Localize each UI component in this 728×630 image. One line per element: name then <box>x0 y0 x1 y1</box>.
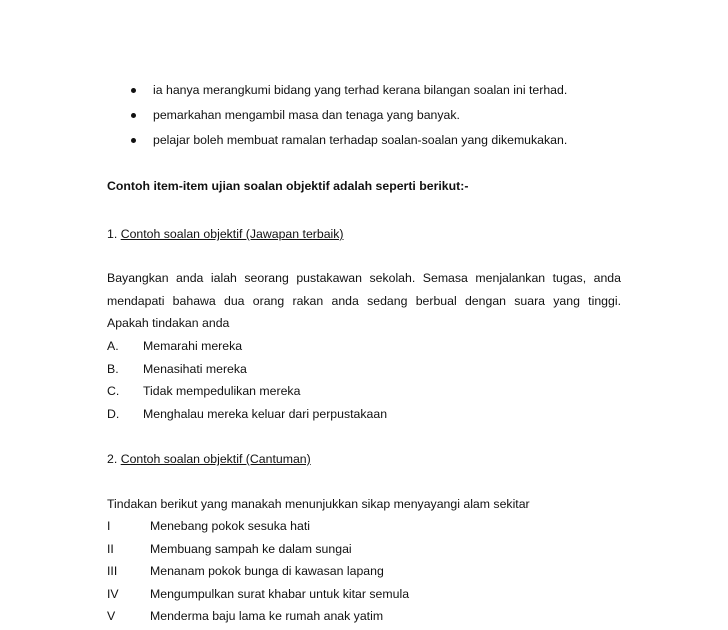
question-1-line: Apakah tindakan anda <box>107 316 230 330</box>
roman-item-text: Mengumpulkan surat khabar untuk kitar semula <box>150 587 410 601</box>
roman-numeral: IV <box>107 587 119 601</box>
bullet-item: ia hanya merangkumi bidang yang terhad kerana bilangan soalan ini terhad. <box>153 83 568 97</box>
roman-item-text: Membuang sampah ke dalam sungai <box>150 542 352 556</box>
option-letter: A. <box>107 339 119 353</box>
roman-numeral: I <box>107 519 111 533</box>
roman-item-text: Menderma baju lama ke rumah anak yatim <box>150 609 384 623</box>
question-2-intro: Tindakan berikut yang manakah menunjukkan sikap menyayangi alam sekitar <box>107 497 530 511</box>
option-text: Memarahi mereka <box>143 339 243 353</box>
section-heading: Contoh item-item ujian soalan objektif adalah seperti berikut:- <box>107 179 469 193</box>
section-2-number: 2. <box>107 452 118 466</box>
bullet-dot <box>131 138 136 143</box>
question-1-line: mendapati bahawa dua orang rakan anda sedang berbual dengan suara yang tinggi. <box>107 294 621 308</box>
bullet-dot <box>131 113 136 118</box>
section-2-title: Contoh soalan objektif (Cantuman) <box>120 452 311 466</box>
section-2-title-line <box>107 452 311 467</box>
roman-numeral: II <box>107 542 114 556</box>
bullet-dot <box>131 88 136 93</box>
option-letter: B. <box>107 362 119 376</box>
roman-item-text: Menanam pokok bunga di kawasan lapang <box>150 564 384 578</box>
option-letter: C. <box>107 384 120 398</box>
section-1-title-line <box>107 227 344 242</box>
question-1-line: Bayangkan anda ialah seorang pustakawan sekolah. Semasa menjalankan tugas, anda <box>107 271 621 285</box>
option-text: Menghalau mereka keluar dari perpustakaan <box>143 407 388 421</box>
roman-item-text: Menebang pokok sesuka hati <box>150 519 310 533</box>
section-1-title: Contoh soalan objektif (Jawapan terbaik) <box>120 227 344 241</box>
option-letter: D. <box>107 407 120 421</box>
roman-numeral: III <box>107 564 118 578</box>
option-text: Menasihati mereka <box>143 362 247 376</box>
option-text: Tidak mempedulikan mereka <box>143 384 301 398</box>
bullet-item: pelajar boleh membuat ramalan terhadap soalan-soalan yang dikemukakan. <box>153 133 568 147</box>
section-1-number: 1. <box>107 227 118 241</box>
roman-numeral: V <box>107 609 116 623</box>
bullet-item: pemarkahan mengambil masa dan tenaga yang banyak. <box>153 108 460 122</box>
